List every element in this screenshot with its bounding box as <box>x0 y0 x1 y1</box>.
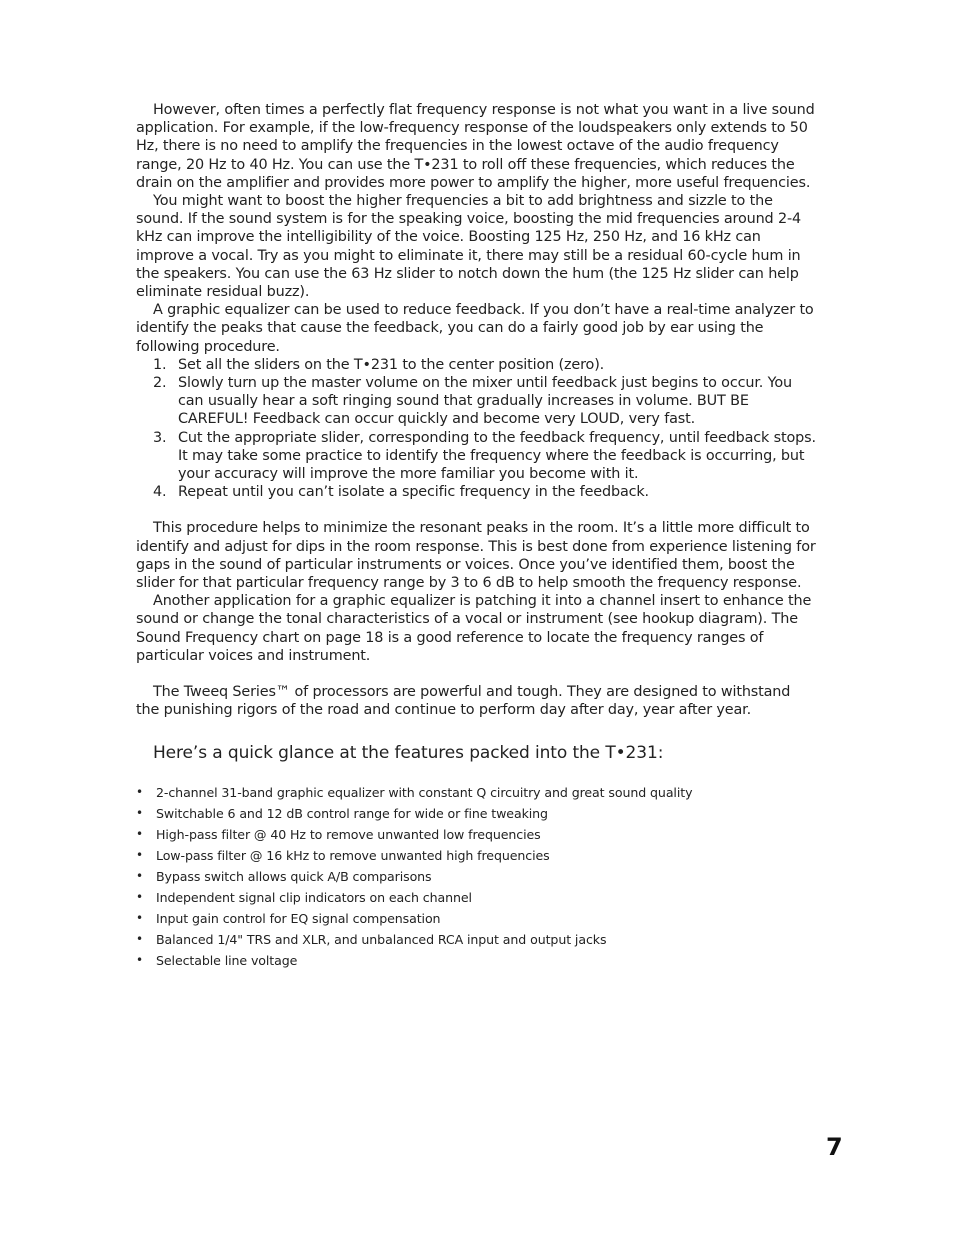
step-text: Cut the appropriate slider, corresponding to the feedback frequency, until feedback stops. It may take some practice to identify the frequency where the feedback is occurring, but your accuracy will improve the more familiar you become with it. <box>178 429 816 483</box>
list-item <box>136 356 816 374</box>
feature-text: Low-pass filter @ 16 kHz to remove unwanted high frequencies <box>156 847 550 863</box>
feature-text: Selectable line voltage <box>156 952 298 968</box>
feature-text: High-pass filter @ 40 Hz to remove unwanted low frequencies <box>156 826 541 842</box>
feature-text: Bypass switch allows quick A/B comparisons <box>156 868 432 884</box>
bullet-icon: • <box>136 931 143 946</box>
page-number: 7 <box>826 1133 843 1161</box>
list-item <box>136 374 816 429</box>
spacer <box>136 665 816 683</box>
bullet-icon: • <box>136 826 143 841</box>
step-number: 3. <box>153 429 167 446</box>
list-item <box>136 803 816 824</box>
bullet-icon: • <box>136 784 143 799</box>
bullet-icon: • <box>136 889 143 904</box>
list-item <box>136 908 816 929</box>
list-item <box>136 782 816 803</box>
features-list <box>136 782 816 971</box>
feature-text: Independent signal clip indicators on each channel <box>156 889 472 905</box>
list-item <box>136 824 816 845</box>
features-heading: Here’s a quick glance at the features packed into the T•231: <box>153 742 664 763</box>
step-number: 4. <box>153 484 167 501</box>
spacer <box>136 501 816 519</box>
bullet-icon: • <box>136 868 143 883</box>
bullet-icon: • <box>136 847 143 862</box>
paragraph-resonant-peaks: This procedure helps to minimize the resonant peaks in the room. It’s a little more difficult to identify and adjust for dips in the room response. This is best done from experience listening for gaps in the sound of particular instruments or voices. Once you’ve identified them, boost the slider for that particular frequency range by 3 to 6 dB to help smooth the frequency response. <box>136 520 816 592</box>
list-item <box>136 845 816 866</box>
step-text: Repeat until you can’t isolate a specific frequency in the feedback. <box>178 484 649 501</box>
page-content <box>136 101 816 971</box>
bullet-icon: • <box>136 805 143 820</box>
feature-text: 2-channel 31-band graphic equalizer with constant Q circuitry and great sound quality <box>156 784 693 800</box>
list-item <box>136 429 816 484</box>
list-item <box>136 866 816 887</box>
feature-text: Balanced 1/4" TRS and XLR, and unbalanced RCA input and output jacks <box>156 931 607 947</box>
list-item <box>136 950 816 971</box>
list-item <box>136 929 816 950</box>
list-item <box>136 887 816 908</box>
paragraph-channel-insert: Another application for a graphic equalizer is patching it into a channel insert to enhance the sound or change the tonal characteristics of a vocal or instrument (see hookup diagram). The Sound Frequency chart on page 18 is a good reference to locate the frequency ranges of particular voices and instrument. <box>136 593 812 664</box>
paragraph-tweeq-series: The Tweeq Series™ of processors are powerful and tough. They are designed to withstand the punishing rigors of the road and continue to perform day after day, year after year. <box>136 684 791 719</box>
paragraph-flat-response: However, often times a perfectly flat frequency response is not what you want in a live sound application. For example, if the low-frequency response of the loudspeakers only extends to 50 Hz, there is no need to amplify the frequencies in the lowest octave of the audio frequency range, 20 Hz to 40 Hz. You can use the T•231 to roll off these frequencies, which reduces the drain on the amplifier and provides more power to amplify the higher, more useful frequencies. <box>136 102 815 191</box>
feature-text: Switchable 6 and 12 dB control range for wide or fine tweaking <box>156 805 548 821</box>
list-item <box>136 483 816 501</box>
feedback-procedure-list <box>136 356 816 502</box>
step-text: Slowly turn up the master volume on the mixer until feedback just begins to occur. You can usually hear a soft ringing sound that gradually increases in volume. BUT BE CAREFUL! Feedback can occur quickly and become very LOUD, very fast. <box>178 375 792 428</box>
step-number: 2. <box>153 375 167 392</box>
bullet-icon: • <box>136 952 143 967</box>
step-number: 1. <box>153 356 167 373</box>
paragraph-boost-frequencies: You might want to boost the higher frequencies a bit to add brightness and sizzle to the sound. If the sound system is for the speaking voice, boosting the mid frequencies around 2-4 kHz can improve the intelligibility of the voice. Boosting 125 Hz, 250 Hz, and 16 kHz can improve a vocal. Try as you might to eliminate it, there may still be a residual 60-cycle hum in the speakers. You can use the 63 Hz slider to notch down the hum (the 125 Hz slider can help eliminate residual buzz). <box>136 193 802 301</box>
bullet-icon: • <box>136 910 143 925</box>
paragraph-reduce-feedback: A graphic equalizer can be used to reduce feedback. If you don’t have a real-time analyzer to identify the peaks that cause the feedback, you can do a fairly good job by ear using the following procedure. <box>136 302 814 355</box>
step-text: Set all the sliders on the T•231 to the center position (zero). <box>178 356 605 373</box>
feature-text: Input gain control for EQ signal compensation <box>156 910 441 926</box>
